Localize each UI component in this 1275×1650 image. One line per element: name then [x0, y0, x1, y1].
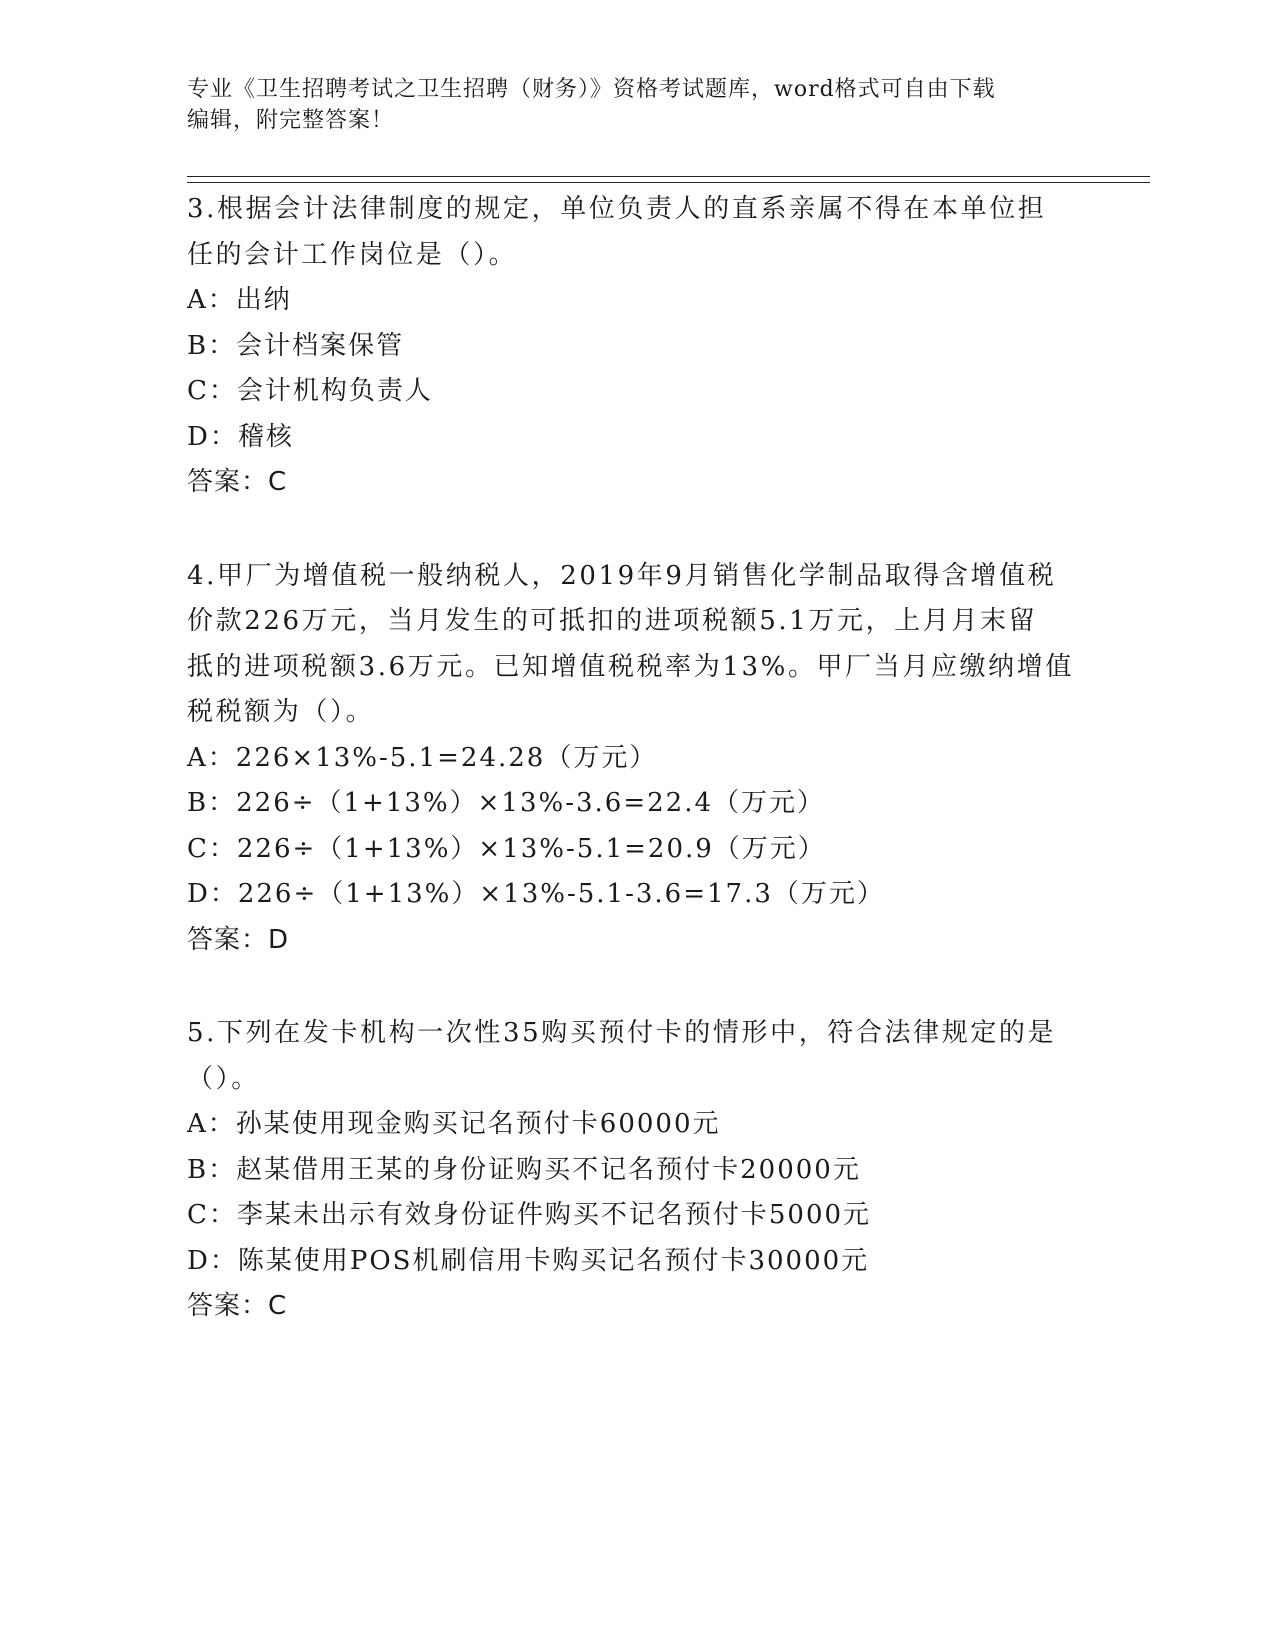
answer: 答案：D: [187, 924, 290, 955]
question-text: （）。: [187, 1063, 260, 1094]
option-c: C：226÷（1+13%）×13%-5.1=20.9（万元）: [187, 833, 826, 864]
answer: 答案：C: [187, 467, 288, 497]
option-d: D：226÷（1+13%）×13%-5.1-3.6=17.3（万元）: [187, 879, 885, 909]
header-line: 专业《卫生招聘考试之卫生招聘（财务）》资格考试题库，word格式可自由下载: [187, 77, 996, 102]
question-text: 价款226万元，当月发生的可抵扣的进项税额5.1万元，上月月末留: [187, 606, 1038, 636]
option-c: C：会计机构负责人: [187, 376, 433, 406]
answer: 答案：C: [187, 1291, 288, 1321]
option-b: B：226÷（1+13%）×13%-3.6=22.4（万元）: [187, 788, 826, 818]
option-b: B：会计档案保管: [187, 330, 405, 361]
header-line: 编辑，附完整答案！: [187, 108, 395, 133]
option-a: A：孙某使用现金购买记名预付卡60000元: [187, 1109, 721, 1139]
question-3: [187, 187, 1087, 506]
option-c: C：李某未出示有效身份证件购买不记名预付卡5000元: [187, 1200, 872, 1230]
question-text: 税税额为（）。: [187, 697, 375, 727]
question-text: 任的会计工作岗位是（）。: [187, 239, 518, 270]
question-text: 5.下列在发卡机构一次性35购买预付卡的情形中，符合法律规定的是: [187, 1018, 1057, 1048]
question-list: [187, 187, 1087, 1378]
question-4: [187, 554, 1087, 964]
option-d: D：陈某使用POS机刷信用卡购买记名预付卡30000元: [187, 1245, 870, 1276]
question-text: 3.根据会计法律制度的规定，单位负责人的直系亲属不得在本单位担: [187, 194, 1047, 224]
option-a: A：出纳: [187, 285, 292, 315]
option-b: B：赵某借用王某的身份证购买不记名预付卡20000元: [187, 1154, 861, 1185]
header-rule-bottom: [187, 182, 1150, 183]
option-d: D：稽核: [187, 421, 294, 452]
header-rule-top: [187, 176, 1150, 177]
question-text: 4.甲厂为增值税一般纳税人，2019年9月销售化学制品取得含增值税: [187, 560, 1057, 591]
question-5: [187, 1011, 1087, 1330]
document-header: [187, 74, 1067, 136]
question-text: 抵的进项税额3.6万元。已知增值税税率为13%。甲厂当月应缴纳增值: [187, 651, 1074, 682]
option-a: A：226×13%-5.1=24.28（万元）: [187, 742, 658, 773]
